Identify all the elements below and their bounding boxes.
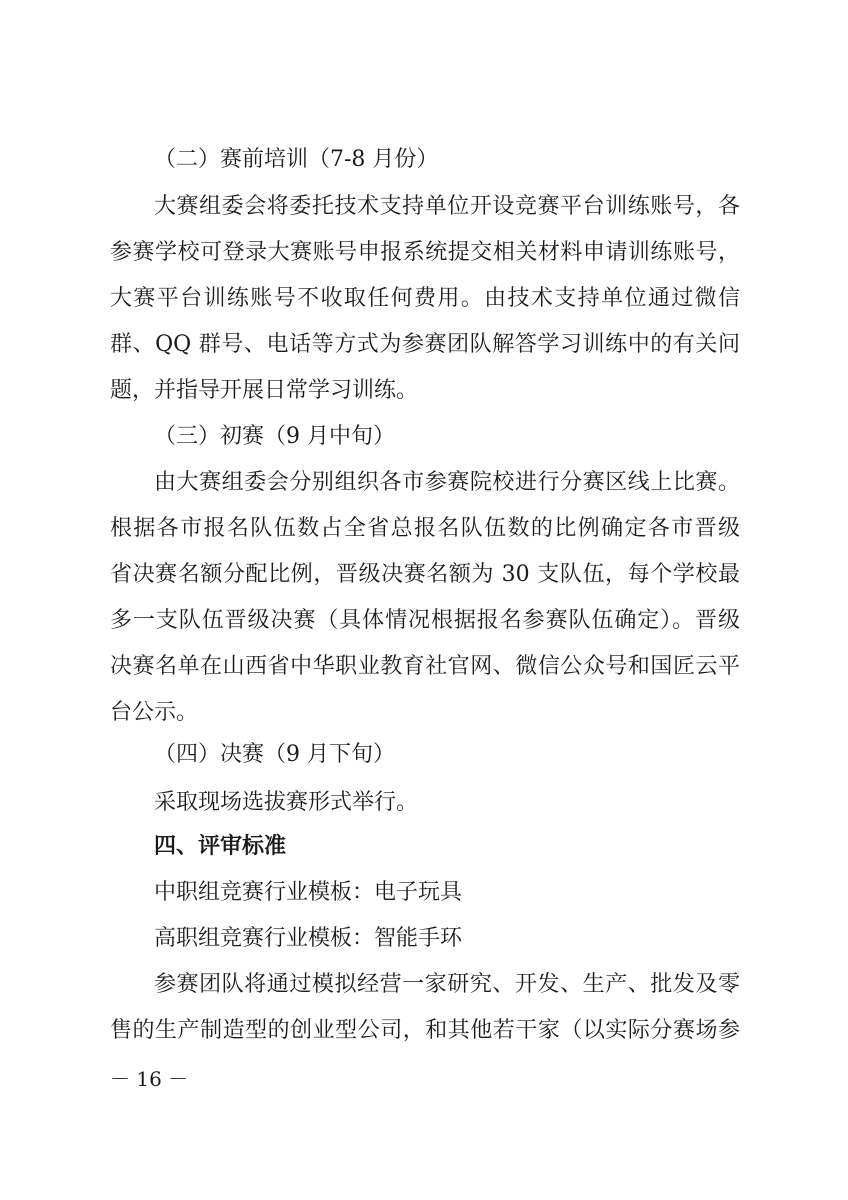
paragraph-line: 中职组竞赛行业模板：电子玩具	[154, 880, 463, 905]
page-number: － 16 －	[110, 1067, 189, 1091]
paragraph-line: 采取现场选拔赛形式举行。	[154, 790, 419, 815]
paragraph-line: 由大赛组委会分别组织各市参赛院校进行分赛区线上比赛。	[154, 470, 740, 495]
paragraph-line: 题，并指导开展日常学习训练。	[110, 378, 419, 403]
paragraph-line: 参赛学校可登录大赛账号申报系统提交相关材料申请训练账号，	[110, 240, 740, 265]
paragraph-line: 大赛组委会将委托技术支持单位开设竞赛平台训练账号，各	[154, 194, 740, 219]
paragraph-line: 售的生产制造型的创业型公司，和其他若干家（以实际分赛场参	[110, 1018, 740, 1043]
paragraph-line: 高职组竞赛行业模板：智能手环	[154, 926, 463, 951]
section-heading-pre-training: （二）赛前培训（7-8 月份）	[154, 147, 439, 172]
paragraph-line: 省决赛名额分配比例，晋级决赛名额为 30 支队伍，每个学校最	[110, 562, 740, 587]
paragraph-line: 决赛名单在山西省中华职业教育社官网、微信公众号和国匠云平	[110, 654, 740, 679]
paragraph-line: 根据各市报名队伍数占全省总报名队伍数的比例确定各市晋级	[110, 516, 740, 541]
paragraph-line: 参赛团队将通过模拟经营一家研究、开发、生产、批发及零	[154, 972, 740, 997]
section-heading-final: （四）决赛（9 月下旬）	[154, 742, 395, 767]
chapter-heading-evaluation-criteria: 四、评审标准	[154, 834, 287, 859]
paragraph-line: 群、QQ 群号、电话等方式为参赛团队解答学习训练中的有关问	[110, 332, 740, 357]
section-heading-preliminary: （三）初赛（9 月中旬）	[154, 424, 395, 449]
paragraph-line: 台公示。	[110, 700, 199, 725]
paragraph-line: 大赛平台训练账号不收取任何费用。由技术支持单位通过微信	[110, 286, 740, 311]
paragraph-line: 多一支队伍晋级决赛（具体情况根据报名参赛队伍确定）。晋级	[110, 608, 740, 633]
